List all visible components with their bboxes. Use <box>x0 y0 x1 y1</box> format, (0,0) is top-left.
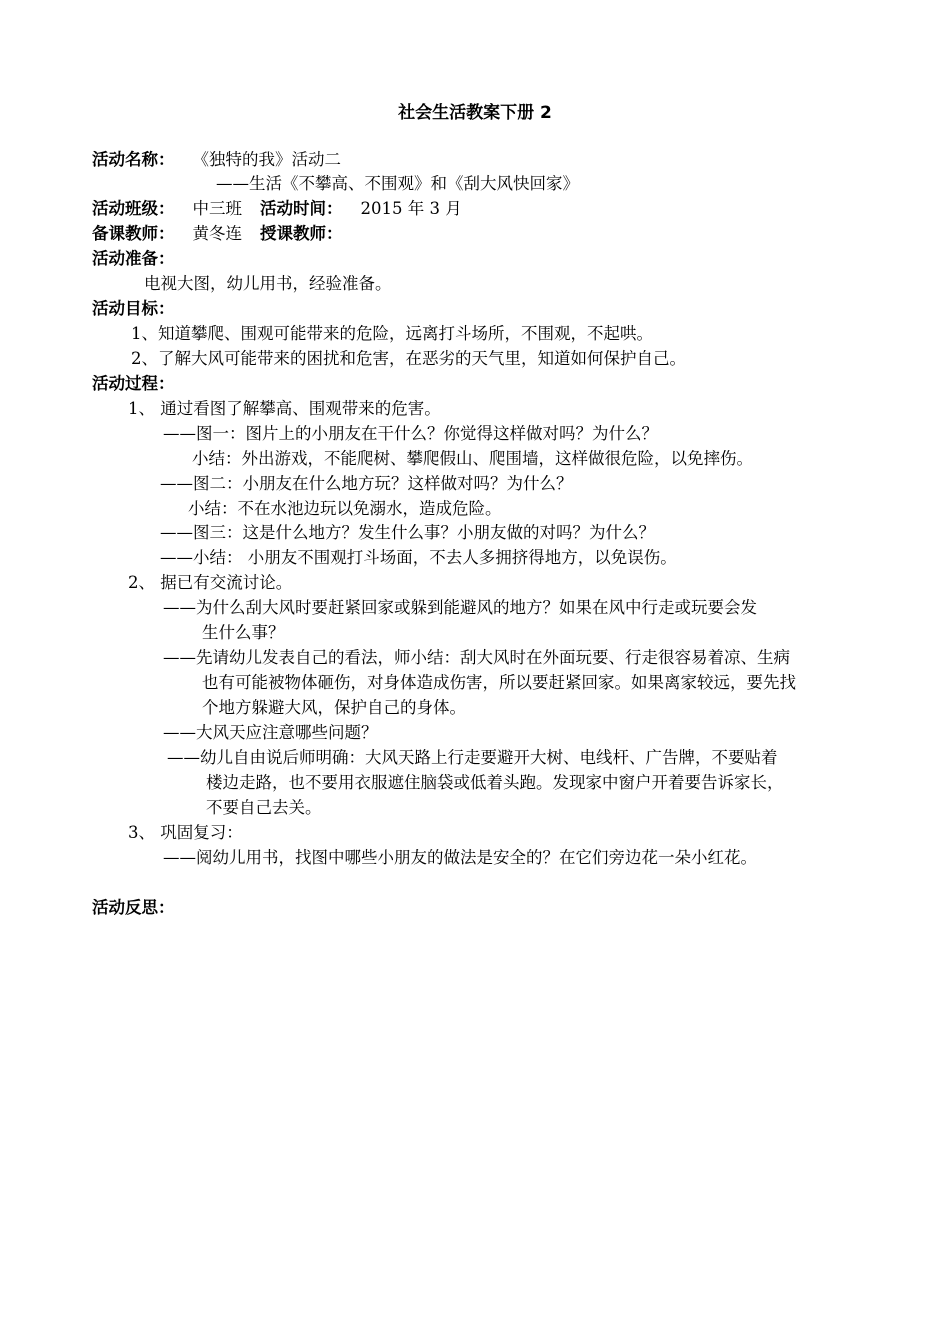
step-line: ——小结： 小朋友不围观打斗场面，不去人多拥挤得地方，以免误伤。 <box>160 548 677 567</box>
step-line: 个地方躲避大风，保护自己的身体。 <box>202 698 466 717</box>
step-line: 小结：外出游戏，不能爬树、攀爬假山、爬围墙，这样做很危险，以免摔伤。 <box>192 449 753 468</box>
step-line: 不要自己去关。 <box>206 798 322 817</box>
step-heading: 2、 据已有交流讨论。 <box>128 573 293 592</box>
step-line: ——图一：图片上的小朋友在干什么？你觉得这样做对吗？为什么？ <box>163 424 658 443</box>
class-time-row <box>92 197 462 221</box>
step-line: ——先请幼儿发表自己的看法，师小结：刮大风时在外面玩要、行走很容易着凉、生病 <box>163 648 790 667</box>
step-line: ——大风天应注意哪些问题？ <box>163 723 378 742</box>
teach-teacher-label: 授课教师： <box>260 224 343 243</box>
activity-name: 《独特的我》活动二 <box>192 150 341 169</box>
step-line: ——图二：小朋友在什么地方玩？这样做对吗？为什么？ <box>160 474 573 493</box>
class-value: 中三班 <box>192 199 242 218</box>
page-title: 社会生活教案下册 2 <box>398 103 552 123</box>
step-line: ——阅幼儿用书，找图中哪些小朋友的做法是安全的？在它们旁边花一朵小红花。 <box>163 848 757 867</box>
step-heading: 1、 通过看图了解攀高、围观带来的危害。 <box>128 399 441 418</box>
activity-subtitle: ——生活《不攀高、不围观》和《刮大风快回家》 <box>216 174 579 193</box>
activity-name-row <box>92 148 341 172</box>
step-line: 楼边走路，也不要用衣服遮住脑袋或低着头跑。发现家中窗户开着要告诉家长， <box>206 773 784 792</box>
activity-name-label: 活动名称： <box>92 150 175 169</box>
goal-item: 2、了解大风可能带来的困扰和危害，在恶劣的天气里，知道如何保护自己。 <box>131 349 686 368</box>
step-line: ——幼儿自由说后师明确：大风天路上行走要避开大树、电线杆、广告牌，不要贴着 <box>167 748 778 767</box>
time-label: 活动时间： <box>260 199 343 218</box>
time-value: 2015 年 3 月 <box>360 199 462 218</box>
preparation-text: 电视大图，幼儿用书，经验准备。 <box>144 274 392 293</box>
preparation-label: 活动准备： <box>92 249 175 268</box>
prep-teacher-label: 备课教师： <box>92 224 175 243</box>
reflection-label: 活动反思： <box>92 898 175 917</box>
step-line: 生什么事？ <box>202 623 285 642</box>
process-label: 活动过程： <box>92 374 175 393</box>
prep-teacher: 黄冬连 <box>192 224 242 243</box>
step-line: ——图三：这是什么地方？发生什么事？小朋友做的对吗？为什么？ <box>160 523 655 542</box>
step-line: 也有可能被物体砸伤，对身体造成伤害，所以要赶紧回家。如果离家较远，要先找 <box>202 673 796 692</box>
teachers-row <box>92 222 343 246</box>
step-heading: 3、 巩固复习： <box>128 823 243 842</box>
goals-label: 活动目标： <box>92 299 175 318</box>
class-label: 活动班级： <box>92 199 175 218</box>
goal-item: 1、知道攀爬、围观可能带来的危险，远离打斗场所，不围观，不起哄。 <box>131 324 653 343</box>
step-line: 小结：不在水池边玩以免溺水，造成危险。 <box>188 499 502 518</box>
step-line: ——为什么刮大风时要赶紧回家或躲到能避风的地方？如果在风中行走或玩要会发 <box>163 598 757 617</box>
